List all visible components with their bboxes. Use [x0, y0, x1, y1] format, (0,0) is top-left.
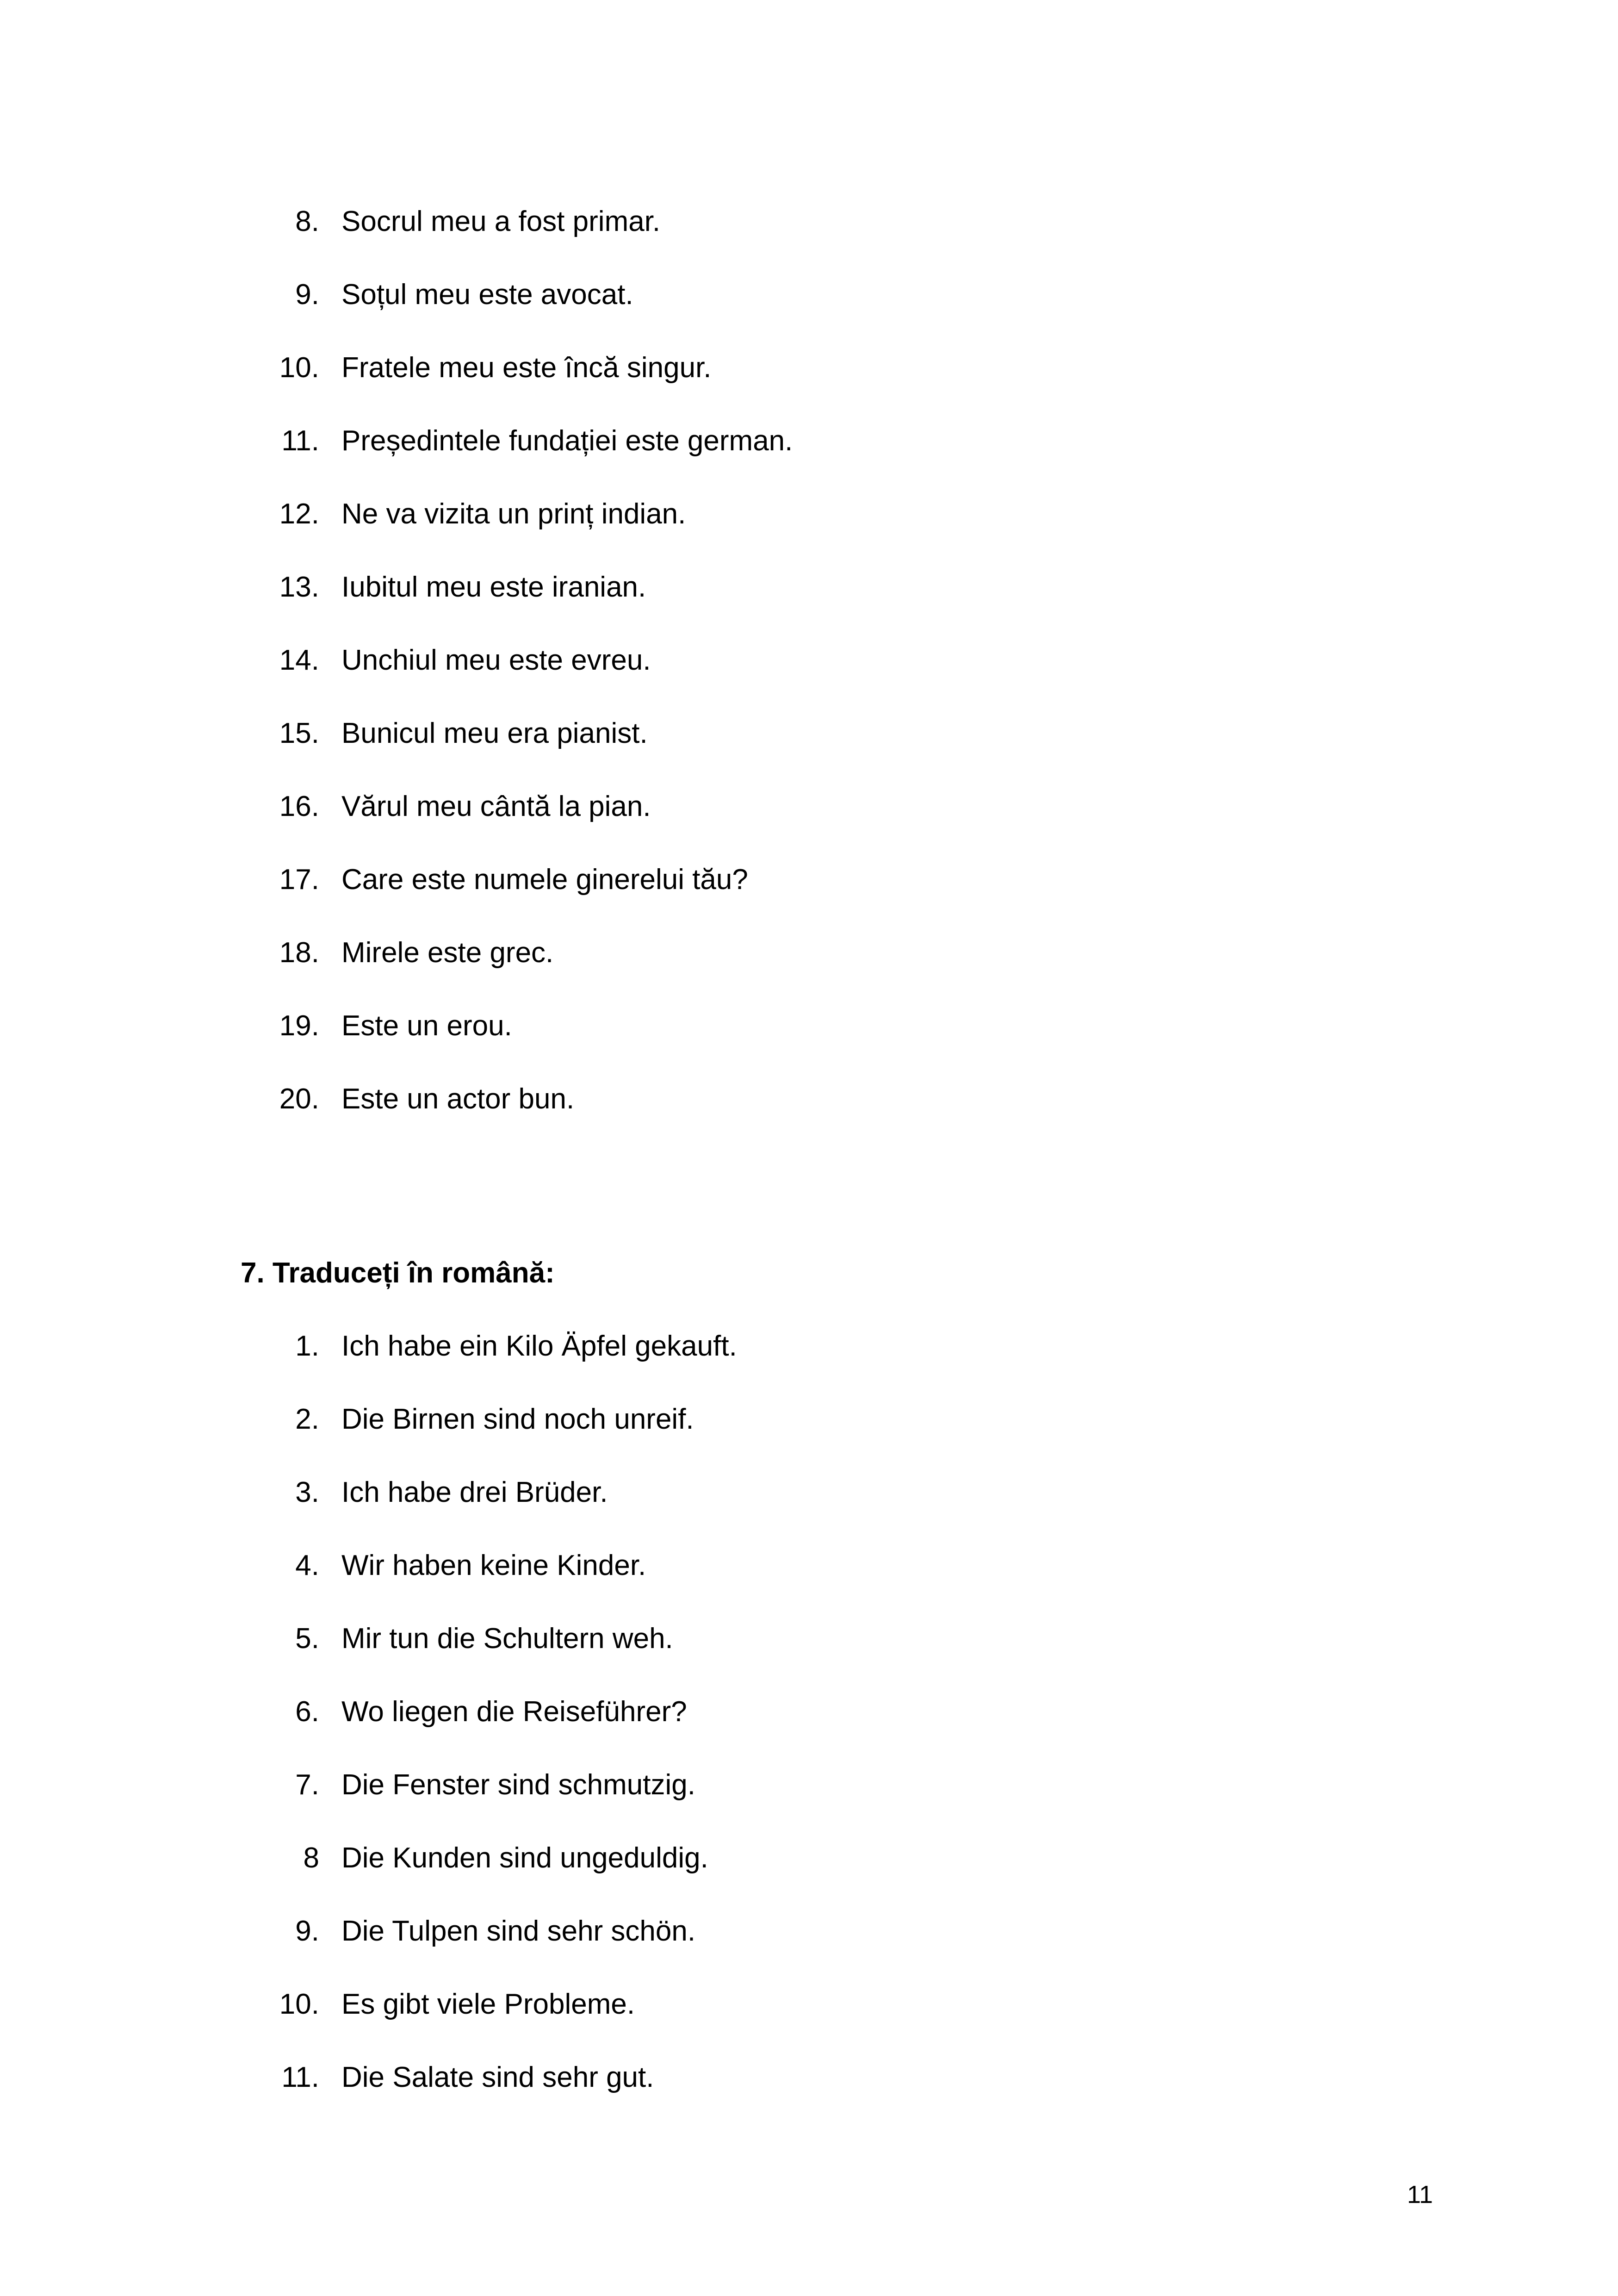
list-item: [241, 1748, 1425, 1822]
list-item-number: 5.: [295, 1623, 319, 1655]
list-item-number: 15.: [279, 717, 319, 749]
list-item-text: Ne va vizita un prinț indian.: [341, 498, 686, 530]
list-item: [241, 916, 1425, 989]
list-item-text: Unchiul meu este evreu.: [341, 644, 651, 676]
list-item-text: Este un actor bun.: [341, 1083, 575, 1115]
list-item: [241, 697, 1425, 770]
list-item-number: 16.: [279, 790, 319, 822]
list-item-number: 10.: [279, 352, 319, 384]
list-item: [241, 624, 1425, 697]
list-item-number: 1.: [295, 1330, 319, 1363]
list-item-number: 10.: [279, 1988, 319, 2021]
list-item-number: 18.: [279, 937, 319, 969]
list-item-number: 19.: [279, 1010, 319, 1042]
list-item-text: Președintele fundației este german.: [341, 425, 793, 457]
list-item-text: Bunicul meu era pianist.: [341, 717, 648, 749]
list-item-text: Socrul meu a fost primar.: [341, 205, 661, 237]
list-item: [241, 2041, 1425, 2114]
list-item-number: 2.: [295, 1403, 319, 1436]
exercise-6-list: [241, 185, 1425, 1136]
list-item: [241, 404, 1425, 478]
list-item-number: 8: [303, 1842, 319, 1874]
list-item: [241, 258, 1425, 331]
list-item: [241, 185, 1425, 258]
list-item-text: Wo liegen die Reiseführer?: [341, 1696, 687, 1728]
list-item: [241, 770, 1425, 843]
list-item: [241, 1968, 1425, 2041]
list-item-number: 3.: [295, 1476, 319, 1509]
list-item-number: 12.: [279, 498, 319, 530]
list-item-number: 9.: [295, 279, 319, 311]
list-item: [241, 478, 1425, 551]
list-item-text: Iubitul meu este iranian.: [341, 571, 646, 603]
list-item: [241, 551, 1425, 624]
list-item-number: 11.: [281, 2061, 319, 2094]
list-item-number: 11.: [281, 425, 319, 457]
list-item-text: Die Kunden sind ungeduldig.: [341, 1842, 708, 1874]
list-item-number: 13.: [279, 571, 319, 603]
list-item: [241, 1822, 1425, 1895]
list-item-number: 9.: [295, 1915, 319, 1948]
page-number: 11: [1407, 2181, 1433, 2209]
exercise-7-heading: 7. Traduceți în română:: [241, 1257, 555, 1289]
list-item-text: Mir tun die Schultern weh.: [341, 1623, 673, 1655]
list-item-number: 20.: [279, 1083, 319, 1115]
list-item-number: 17.: [279, 864, 319, 896]
page-content: [241, 185, 1425, 2114]
list-item-text: Este un erou.: [341, 1010, 512, 1042]
list-item: [241, 1675, 1425, 1748]
list-item-text: Soțul meu este avocat.: [341, 279, 633, 311]
list-item: [241, 1602, 1425, 1675]
list-item: [241, 1529, 1425, 1602]
list-item: [241, 1895, 1425, 1968]
list-item: [241, 1063, 1425, 1136]
list-item-text: Die Tulpen sind sehr schön.: [341, 1915, 696, 1948]
list-item: [241, 331, 1425, 404]
list-item-text: Die Fenster sind schmutzig.: [341, 1769, 695, 1801]
list-item-text: Die Salate sind sehr gut.: [341, 2061, 654, 2094]
list-item-text: Vărul meu cântă la pian.: [341, 790, 651, 822]
list-item-text: Care este numele ginerelui tău?: [341, 864, 748, 896]
list-item: [241, 1310, 1425, 1383]
section-gap: [241, 1136, 1425, 1182]
list-item: [241, 843, 1425, 916]
list-item-text: Ich habe ein Kilo Äpfel gekauft.: [341, 1330, 737, 1363]
list-item-text: Mirele este grec.: [341, 937, 554, 969]
list-item-text: Die Birnen sind noch unreif.: [341, 1403, 694, 1436]
list-item-text: Fratele meu este încă singur.: [341, 352, 712, 384]
list-item-number: 4.: [295, 1549, 319, 1582]
list-item-text: Wir haben keine Kinder.: [341, 1549, 646, 1582]
list-item: [241, 989, 1425, 1063]
list-item: [241, 1383, 1425, 1456]
list-item-text: Es gibt viele Probleme.: [341, 1988, 635, 2021]
exercise-7-list: [241, 1310, 1425, 2114]
list-item-number: 14.: [279, 644, 319, 676]
list-item-number: 7.: [295, 1769, 319, 1801]
list-item: [241, 1456, 1425, 1529]
list-item-text: Ich habe drei Brüder.: [341, 1476, 608, 1509]
list-item-number: 6.: [295, 1696, 319, 1728]
list-item-number: 8.: [295, 205, 319, 237]
